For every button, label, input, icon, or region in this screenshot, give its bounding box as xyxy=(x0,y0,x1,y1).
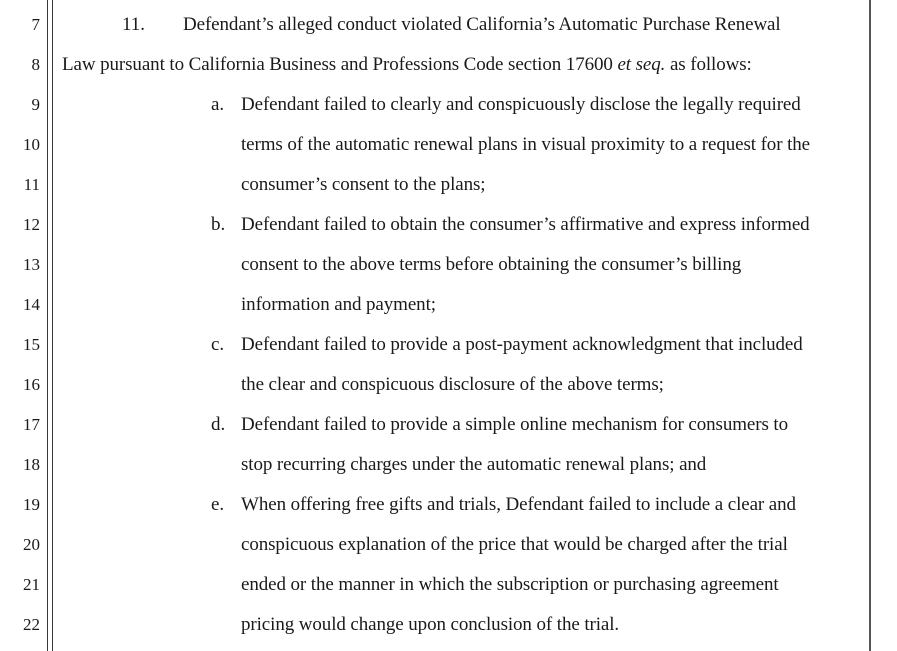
list-item-line: Defendant failed to provide a simple online mechanism for consumers to xyxy=(241,414,789,435)
paragraph-number: 11. xyxy=(122,14,146,35)
list-marker: e. xyxy=(211,494,225,515)
list-item-line: terms of the automatic renewal plans in visual proximity to a request for the xyxy=(241,134,810,155)
line-number: 18 xyxy=(23,455,40,474)
line-number: 17 xyxy=(23,415,40,434)
list-marker: c. xyxy=(211,334,225,355)
list-item-line: conspicuous explanation of the price that would be charged after the trial xyxy=(241,534,788,555)
list-item-line: information and payment; xyxy=(241,294,436,315)
list-item-line: the clear and conspicuous disclosure of the above terms; xyxy=(241,374,664,395)
line-number: 12 xyxy=(23,215,40,234)
line-number: 16 xyxy=(23,375,40,394)
line-number: 10 xyxy=(23,135,40,154)
line-number: 9 xyxy=(31,95,40,114)
line-number: 8 xyxy=(31,55,40,74)
line-number: 20 xyxy=(23,535,40,554)
line-number: 14 xyxy=(23,295,40,314)
line-number: 13 xyxy=(23,255,40,274)
list-item-line: consumer’s consent to the plans; xyxy=(241,174,486,195)
paragraph-line: Law pursuant to California Business and Professions Code section 17600 et seq. as follows: xyxy=(62,54,752,75)
list-item-line: ended or the manner in which the subscription or purchasing agreement xyxy=(241,574,779,595)
list-marker: b. xyxy=(211,214,226,235)
list-item-line: Defendant failed to provide a post-payment acknowledgment that included xyxy=(241,334,803,355)
list-item-line: Defendant failed to obtain the consumer’s affirmative and express informed xyxy=(241,214,810,235)
line-number: 19 xyxy=(23,495,40,514)
line-number: 15 xyxy=(23,335,40,354)
line-number: 21 xyxy=(23,575,40,594)
list-item-line: When offering free gifts and trials, Defendant failed to include a clear and xyxy=(241,494,796,515)
italic-citation: et seq. xyxy=(617,54,666,75)
list-item-line: stop recurring charges under the automatic renewal plans; and xyxy=(241,454,707,475)
list-item-line: Defendant failed to clearly and conspicuously disclose the legally required xyxy=(241,94,801,115)
list-marker: a. xyxy=(211,94,225,115)
line-number: 7 xyxy=(31,15,40,34)
left-margin-rule-outer xyxy=(47,0,48,651)
list-marker: d. xyxy=(211,414,226,435)
paragraph-line: Defendant’s alleged conduct violated California’s Automatic Purchase Renewal xyxy=(183,14,781,35)
list-item-line: consent to the above terms before obtaining the consumer’s billing xyxy=(241,254,742,275)
right-margin-rule xyxy=(869,0,871,651)
line-number: 22 xyxy=(23,615,40,634)
list-item-line: pricing would change upon conclusion of the trial. xyxy=(241,614,620,635)
line-number: 11 xyxy=(23,175,40,194)
left-margin-rule-inner xyxy=(52,0,53,651)
